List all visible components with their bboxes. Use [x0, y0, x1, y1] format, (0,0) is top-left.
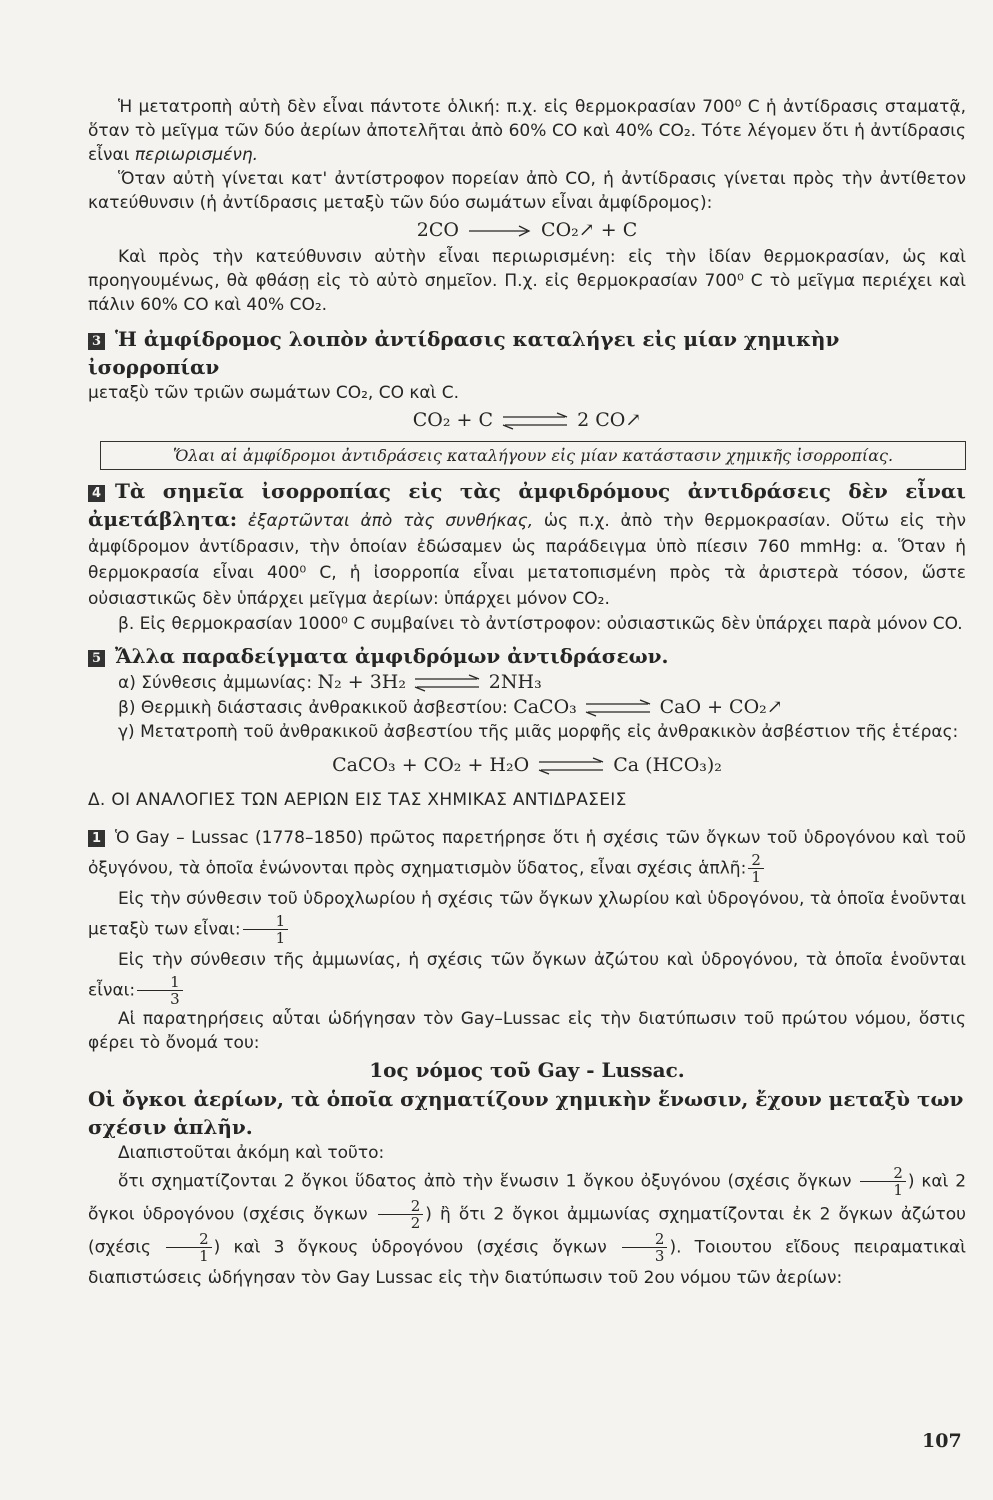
fraction: $\frac{2}{1}$	[860, 1165, 906, 1198]
section-number-badge: 4	[88, 485, 105, 502]
fraction: $\frac{1}{1}$	[243, 913, 289, 946]
fraction: $\frac{2}{3}$	[622, 1231, 668, 1264]
paragraph-d3: Εἰς τὴν σύνθεσιν τῆς ἀμμωνίας, ἡ σχέσις τῶν ὄγκων ἀζώτου καὶ ὑδρογόνου, τὰ ὁποῖα ἑνοῦνται εἶναι: $\frac{1}{3}$	[88, 950, 966, 1008]
law-text: Οἱ ὄγκοι ἀερίων, τὰ ὁποῖα σχηματίζουν χημικὴν ἕνωσιν, ἔχουν μεταξὺ των σχέσιν ἁπλῆν.	[88, 1087, 964, 1139]
reaction-b: β) Θερμικὴ διάστασις ἀνθρακικοῦ ἀσβεστίου: CaCO₃ CaO + CO₂↗	[118, 696, 783, 718]
reaction-c-equation: CaCO₃ + CO₂ + H₂O Ca (HCO₃)₂	[332, 754, 722, 776]
section-4	[88, 478, 966, 636]
fraction: $\frac{2}{2}$	[378, 1198, 424, 1231]
section-number-badge: 1	[88, 830, 105, 847]
paragraph-d5: Διαπιστοῦται ἀκόμη καὶ τοῦτο:	[118, 1143, 385, 1163]
equation-1: 2CO CO₂↗ + C	[416, 219, 638, 241]
reaction-c-text: γ) Μετατροπὴ τοῦ ἀνθρακικοῦ ἀσβεστίου τῆς μιᾶς μορφῆς εἰς ἀνθρακικὸν ἀσβέστιον τῆς ἑτέρας:	[118, 722, 959, 742]
paragraph-d6: ὅτι σχηματίζονται 2 ὄγκοι ὕδατος ἀπὸ τὴν ἕνωσιν 1 ὄγκου ὀξυγόνου (σχέσις ὄγκων $\frac{2}{1}$ ) καὶ 2 ὄγκοι ὑδρογόνου (σχέσις ὄγκων $\frac{2}{2}$ ) ἢ ὅτι 2 ὄγκοι ἀμμωνίας σχηματίζονται ἐκ 2 ὄγκων ἀζώτου (σχέσις $\frac{2}{1}$ ) καὶ 3 ὄγκους ὑδρογόνου (σχέσις ὄγκων $\frac{2}{3}$ ). Τοιουτου εἴδους πειραματικαὶ διαπιστώσεις ὡδήγησαν τὸν Gay Lussac εἰς τὴν διατύπωσιν τοῦ 2ου νόμου τῶν ἀερίων:	[88, 1164, 967, 1288]
section-3-text: μεταξὺ τῶν τριῶν σωμάτων CO₂, CO καὶ C.	[88, 383, 460, 403]
section-4-text: 4 Τὰ σημεῖα ἰσορροπίας εἰς τὰς ἀμφιδρόμους ἀντιδράσεις δὲν εἶναι ἀμετάβλητα: ἐξαρτῶνται ἀπὸ τὰς συνθήκας, ὡς π.χ. ἀπὸ τὴν θερμοκρασίαν. Οὕτω εἰς τὴν ἀμφίδρομον ἀντίδρασιν, τὴν ὁποίαν ἐδώσαμεν ὡς παράδειγμα ὑπὸ πίεσιν 760 mmHg: α. Ὅταν ἡ θερμοκρασία εἶναι 400⁰ C, ἡ ἰσορροπία εἶναι μετατοπισμένη πρὸς τὰ ἀριστερὰ τόσον, ὥστε οὐσιαστικῶς δὲν ὑπάρχει μεῖγμα ἀερίων: ὑπάρχει μόνον CO₂.	[88, 479, 967, 609]
equilibrium-arrow-icon	[535, 757, 607, 775]
equilibrium-rule-box: Ὅλαι αἱ ἀμφίδρομοι ἀντιδράσεις καταλήγουν εἰς μίαν κατάστασιν χημικῆς ἰσορροπίας.	[100, 441, 966, 470]
paragraph-1: Ἡ μετατροπὴ αὐτὴ δὲν εἶναι πάντοτε ὁλική: π.χ. εἰς θερμοκρασίαν 700⁰ C ἡ ἀντίδρασις σταματᾷ, ὅταν τὸ μεῖγμα τῶν δύο ἀερίων ἀποτελῆται ἀπὸ 60% CO καὶ 40% CO₂. Τότε λέγομεν ὅτι ἡ ἀντίδρασις εἶναι περιωρισμένη.	[88, 97, 966, 165]
law-title: 1ος νόμος τοῦ Gay - Lussac.	[369, 1058, 685, 1082]
right-arrow-icon	[465, 224, 535, 238]
equilibrium-arrow-icon	[582, 699, 654, 717]
fraction: $\frac{2}{1}$	[748, 852, 764, 885]
section-d-title: Δ. ΟΙ ΑΝΑΛΟΓΙΕΣ ΤΩΝ ΑΕΡΙΩΝ ΕΙΣ ΤΑΣ ΧΗΜΙΚΑΣ ΑΝΤΙΔΡΑΣΕΙΣ	[88, 790, 627, 810]
equilibrium-arrow-icon	[411, 674, 483, 692]
section-3-heading: 3 Ἡ ἀμφίδρομος λοιπὸν ἀντίδρασις καταλήγει εἰς μίαν χημικὴν ἰσορροπίαν	[88, 327, 840, 379]
equation-2: CO₂ + C 2 CO↗	[412, 409, 642, 431]
page-body	[88, 95, 966, 1292]
paragraph-d2: Εἰς τὴν σύνθεσιν τοῦ ὑδροχλωρίου ἡ σχέσις τῶν ὄγκων χλωρίου καὶ ὑδρογόνου, τὰ ὁποῖα ἑνοῦνται μεταξὺ των εἶναι: $\frac{1}{1}$	[88, 889, 966, 947]
section-3	[88, 325, 966, 470]
paragraph-d1: 1 Ὁ Gay – Lussac (1778–1850) πρῶτος παρετήρησε ὅτι ἡ σχέσις τῶν ὄγκων τοῦ ὑδρογόνου καὶ τοῦ ὀξυγόνου, τὰ ὁποῖα ἑνώνονται πρὸς σχηματισμὸν ὕδατος, εἶναι σχέσις ἁπλῆ: $\frac{2}{1}$	[88, 828, 966, 886]
section-number-badge: 3	[88, 333, 105, 350]
fraction: $\frac{2}{1}$	[166, 1231, 212, 1264]
page-number: 107	[922, 1430, 962, 1452]
section-5-heading: 5 Ἄλλα παραδείγματα ἀμφιδρόμων ἀντιδράσεων.	[88, 642, 966, 670]
paragraph-2: Ὅταν αὐτὴ γίνεται κατ' ἀντίστροφον πορείαν ἀπὸ CO, ἡ ἀντίδρασις γίνεται πρὸς τὴν ἀντίθετον κατεύθυνσιν (ἡ ἀντίδρασις μεταξὺ τῶν δύο σωμάτων εἶναι ἀμφίδρομος):	[88, 169, 966, 213]
fraction: $\frac{1}{3}$	[137, 974, 183, 1007]
section-5	[88, 642, 966, 780]
paragraph-d4: Αἱ παρατηρήσεις αὗται ὡδήγησαν τὸν Gay–Lussac εἰς τὴν διατύπωσιν τοῦ πρώτου νόμου, ὅστις φέρει τὸ ὄνομά του:	[88, 1009, 966, 1053]
paragraph-3: Καὶ πρὸς τὴν κατεύθυνσιν αὐτὴν εἶναι περιωρισμένη: εἰς τὴν ἰδίαν θερμοκρασίαν, ὡς καὶ προηγουμένως, θὰ φθάσῃ εἰς τὸ αὐτὸ σημεῖον. Π.χ. εἰς θερμοκρασίαν 700⁰ C τὸ μεῖγμα περιέχει καὶ πάλιν 60% CO καὶ 40% CO₂.	[88, 247, 966, 315]
section-4-b: β. Εἰς θερμοκρασίαν 1000⁰ C συμβαίνει τὸ ἀντίστροφον: οὐσιαστικῶς δὲν ὑπάρχει παρὰ μόνον CO.	[118, 614, 963, 634]
equilibrium-arrow-icon	[499, 412, 571, 430]
reaction-a: α) Σύνθεσις ἀμμωνίας: N₂ + 3H₂ 2NH₃	[118, 671, 542, 693]
section-number-badge: 5	[88, 650, 105, 667]
